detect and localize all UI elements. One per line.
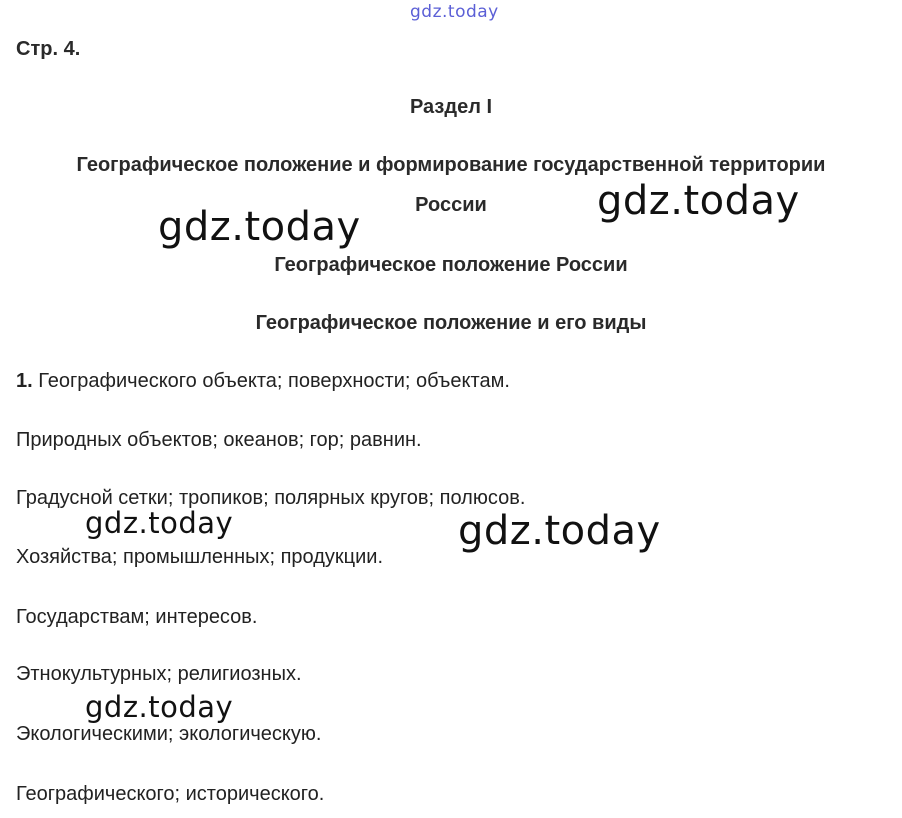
subtitle-russia-location: Географическое положение России <box>274 254 628 276</box>
watermark-left-lower: gdz.today <box>85 690 234 724</box>
section-heading: Раздел I <box>409 96 493 118</box>
answer-line-7: Экологическими; экологическую. <box>16 723 322 745</box>
answer-line-4: Хозяйства; промышленных; продукции. <box>16 546 384 568</box>
answer-line-5: Государствам; интересов. <box>16 606 258 628</box>
title-line-1: Географическое положение и формирование государственной территории <box>76 154 826 176</box>
answer-line-1 <box>16 370 510 393</box>
task-number: 1. <box>16 370 33 392</box>
subtitle-location-types: Географическое положение и его виды <box>255 312 647 334</box>
answer-line-8: Географического; исторического. <box>16 783 325 805</box>
watermark-top: gdz.today <box>410 2 499 22</box>
answer-line-6: Этнокультурных; религиозных. <box>16 663 302 685</box>
page-label: Стр. 4. <box>16 38 81 60</box>
watermark-left-upper: gdz.today <box>158 204 361 250</box>
answer-line-2: Природных объектов; океанов; гор; равнин. <box>16 429 422 451</box>
answer-line-3: Градусной сетки; тропиков; полярных кругов; полюсов. <box>16 487 526 509</box>
title-line-2: России <box>415 194 487 216</box>
watermark-right-middle: gdz.today <box>458 508 661 554</box>
answer-text-1: Географического объекта; поверхности; объектам. <box>38 370 510 392</box>
watermark-left-middle: gdz.today <box>85 506 234 540</box>
watermark-right-upper: gdz.today <box>597 178 800 224</box>
